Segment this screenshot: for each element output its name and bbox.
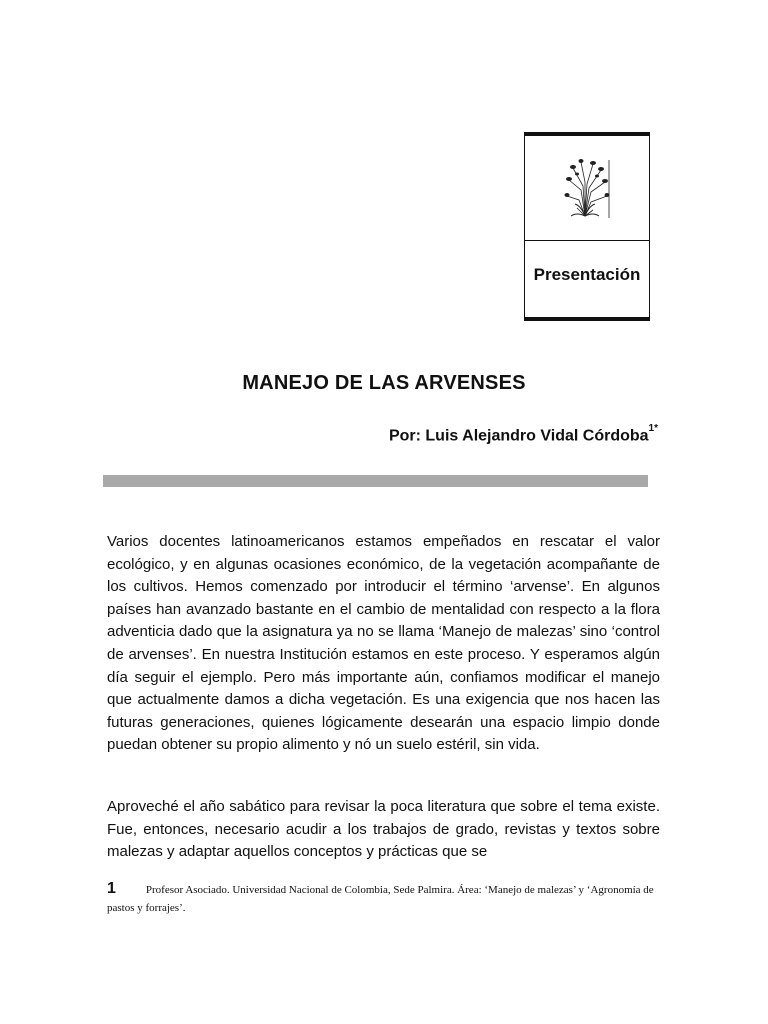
body-paragraph-1: Varios docentes latinoamericanos estamos empeñados en rescatar el valor ecológico, y en algunas ocasiones económico, de la vegetación acompañante de los cultivos. Hemos comenzado por introducir el término ‘arvense’. En algunos países han avanzado bastante en el cambio de mentalidad con respecto a la flora adventicia dado que la asignatura ya no se llama ‘Manejo de malezas’ sino ‘control de arvenses’. En nuestra Institución estamos en este proceso. Y esperamos algún día seguir el ejemplo. Pero más importante aún, confiamos modificar el manejo que actualmente damos a dicha vegetación. Es una exigencia que nos hacen las futuras generaciones, quienes lógicamente desearán una espacio limpio donde puedan obtener su propio alimento y nó un suelo estéril, sin vida. (107, 533, 660, 754)
document-title: MANEJO DE LAS ARVENSES (242, 372, 526, 394)
footnote (107, 880, 667, 917)
footnote-number: 1 (107, 880, 116, 897)
plant-illustration-icon (563, 156, 613, 220)
author-name: Por: Luis Alejandro Vidal Córdoba (388, 427, 649, 445)
section-header-box (524, 132, 650, 321)
section-label: Presentación (533, 265, 641, 284)
section-divider (103, 475, 648, 487)
footnote-marker: 1* (648, 423, 658, 434)
body-paragraph-2: Aproveché el año sabático para revisar la poca literatura que sobre el tema existe. Fue, entonces, necesario acudir a los trabajos de grado, revistas y textos sobre malezas y adaptar aquellos conceptos y prácticas que se (107, 798, 660, 861)
plant-illustration-cell (525, 136, 649, 241)
author-line (388, 423, 658, 445)
footnote-text: Profesor Asociado. Universidad Nacional de Colombia, Sede Palmira. Área: ‘Manejo de malezas’ y ‘Agronomía de pastos y forrajes’. (107, 884, 654, 914)
